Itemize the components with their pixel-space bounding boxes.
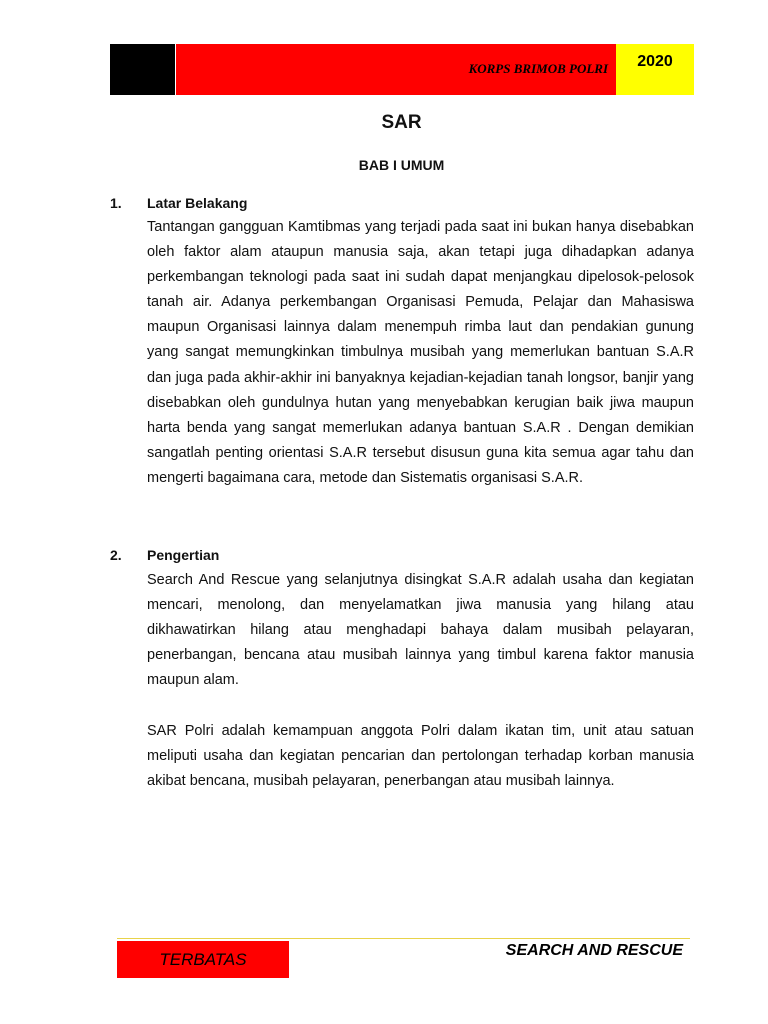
header-year: 2020 xyxy=(637,53,673,70)
document-title: SAR xyxy=(381,112,422,133)
section-heading: Latar Belakang xyxy=(147,195,248,211)
footer-subject: SEARCH AND RESCUE xyxy=(505,942,683,959)
header-black-block xyxy=(110,44,175,95)
section-paragraph: Tantangan gangguan Kamtibmas yang terjadi pada saat ini bukan hanya disebabkan oleh faktor alam ataupun manusia saja, akan tetapi juga dihadapkan adanya perkembangan teknologi pada saat ini sudah dapat menjangkau dipelosok-pelosok tanah air. Adanya perkembangan Organisasi Pemuda, Pelajar dan Mahasiswa maupun Organisasi lainnya dalam menempuh rimba laut dan pendakian gunung yang sangat memungkinkan timbulnya musibah yang memerlukan bantuan S.A.R dan juga pada akhir-akhir ini banyaknya kejadian-kejadian tanah longsor, banjir yang disebabkan oleh gundulnya hutan yang menyebabkan kerugian baik jiwa maupun harta benda yang sangat memerlukan adanya bantuan S.A.R . Dengan demikian sangatlah penting orientasi S.A.R tersebut disusun guna kita semua agar tahu dan mengerti bagaimana cara, metode dan Sistematis organisasi S.A.R. xyxy=(147,219,694,486)
footer-classification-box xyxy=(117,941,289,978)
header-organization: KORPS BRIMOB POLRI xyxy=(468,61,608,76)
header-red-band xyxy=(176,44,616,95)
header-year-box xyxy=(616,44,694,95)
footer-classification: TERBATAS xyxy=(159,950,247,969)
footer-divider xyxy=(117,938,690,939)
section-number: 1. xyxy=(110,195,122,211)
section-heading: Pengertian xyxy=(147,547,220,563)
section-paragraph: Search And Rescue yang selanjutnya disingkat S.A.R adalah usaha dan kegiatan mencari, menolong, dan menyelamatkan jiwa manusia yang hilang atau dikhawatirkan hilang atau menghadapi bahaya dalam musibah pelayaran, penerbangan, bencana atau musibah lainnya yang timbul karena faktor manusia maupun alam. xyxy=(147,572,694,689)
section-paragraph: SAR Polri adalah kemampuan anggota Polri dalam ikatan tim, unit atau satuan meliputi usaha dan kegiatan pencarian dan pertolongan terhadap korban manusia akibat bencana, musibah pelayaran, penerbangan atau musibah lainnya. xyxy=(147,723,694,790)
chapter-heading: BAB I UMUM xyxy=(358,157,445,173)
section-number: 2. xyxy=(110,547,122,563)
